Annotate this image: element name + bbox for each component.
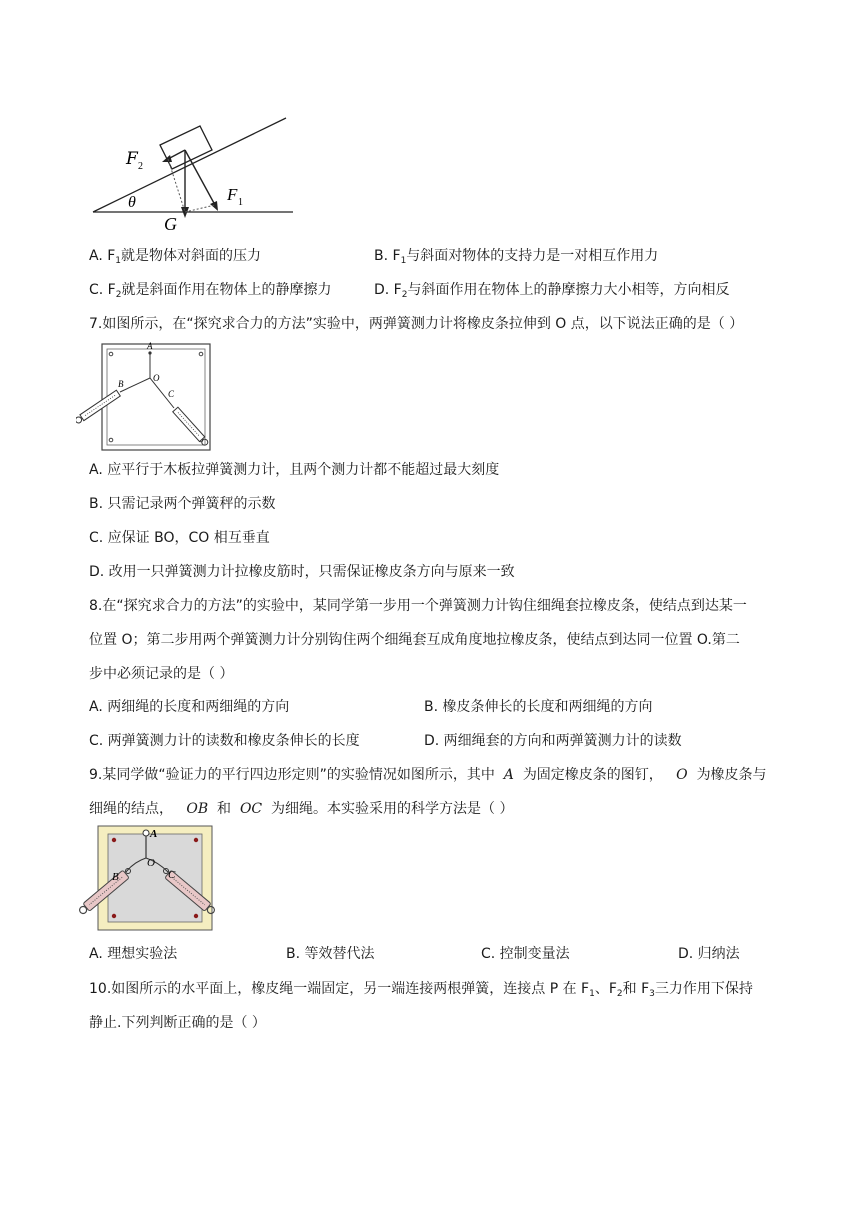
q9-label-B: B <box>112 871 119 883</box>
q6-option-d-post: 与斜面作用在物体上的静摩擦力大小相等，方向相反 <box>407 282 730 298</box>
q9-stem1-a: 9.某同学做“验证力的平行四边形定则”的实验情况如图所示，其中 <box>89 767 495 783</box>
q6-option-c-pre: C. F <box>89 282 116 298</box>
q9-symbol-OB: OB <box>186 801 209 817</box>
q7-stem: 7.如图所示，在“探究求合力的方法”实验中，两弹簧测力计将橡皮条拉伸到 O 点，以下说法正确的是（ ） <box>89 316 744 332</box>
label-F1: F <box>227 185 238 204</box>
q6-option-c-sub: 2 <box>115 290 122 300</box>
label-F1-sub: 1 <box>238 197 243 208</box>
q7-label-C: C <box>168 389 175 399</box>
q6-option-b-sub: 1 <box>400 256 407 266</box>
q6-option-a-sub: 1 <box>115 256 122 266</box>
q9-stem1-b: 为固定橡皮条的图钉， <box>522 767 663 783</box>
q9-label-C: C <box>168 869 176 881</box>
label-theta: θ <box>128 194 136 211</box>
q7-option-b: B. 只需记录两个弹簧秤的示数 <box>89 496 276 512</box>
q10-stem-line2: 静止.下列判断正确的是（ ） <box>89 1015 266 1031</box>
q7-label-B: B <box>118 379 124 389</box>
q10-stem1-b: 三力作用下保持 <box>654 981 753 997</box>
q6-option-b-pre: B. F <box>374 248 401 264</box>
q9-symbol-O: O <box>676 767 688 783</box>
q10-stem-line1 <box>89 979 753 1004</box>
q9-stem2-b: 为细绳。本实验采用的科学方法是（ ） <box>271 801 514 817</box>
q9-option-a: A. 理想实验法 <box>89 946 178 962</box>
q6-option-d-sub: 2 <box>401 290 408 300</box>
q8-option-d: D. 两细绳套的方向和两弹簧测力计的读数 <box>424 733 682 749</box>
q9-board-figure <box>76 824 216 936</box>
q9-stem1-c: 为橡皮条与 <box>696 767 767 783</box>
q9-symbol-A: A <box>503 767 514 783</box>
q7-label-O: O <box>153 373 160 383</box>
label-F2-sub: 2 <box>138 161 143 172</box>
q9-stem-line2 <box>89 799 514 819</box>
q10-sep1: 、F <box>594 981 617 997</box>
q8-option-b: B. 橡皮条伸长的长度和两细绳的方向 <box>424 699 653 715</box>
q6-option-a-pre: A. F <box>89 248 116 264</box>
q8-stem-line1: 8.在“探究求合力的方法”的实验中，某同学第一步用一个弹簧测力计钩住细绳套拉橡皮条，使结点到达某一 <box>89 598 747 614</box>
q7-option-a: A. 应平行于木板拉弹簧测力计，且两个测力计都不能超过最大刻度 <box>89 462 500 478</box>
q7-option-d: D. 改用一只弹簧测力计拉橡皮筋时，只需保证橡皮条方向与原来一致 <box>89 564 515 580</box>
q8-stem-line3: 步中必须记录的是（ ） <box>89 666 234 682</box>
label-G: G <box>164 214 177 234</box>
incline-figure <box>88 112 298 237</box>
q9-symbol-OC: OC <box>239 801 263 817</box>
label-F2: F <box>126 149 138 169</box>
q6-option-b <box>374 246 658 271</box>
q10-stem1-a: 10.如图所示的水平面上，橡皮绳一端固定，另一端连接两根弹簧，连接点 P 在 F <box>89 981 590 997</box>
q6-option-a <box>89 246 261 271</box>
q9-option-b: B. 等效替代法 <box>286 946 375 962</box>
q6-option-a-post: 就是物体对斜面的压力 <box>121 248 262 264</box>
q8-option-a: A. 两细绳的长度和两细绳的方向 <box>89 699 290 715</box>
q9-stem-line1 <box>89 765 767 785</box>
q9-label-A: A <box>150 828 158 840</box>
q9-stem2-a: 细绳的结点， <box>89 801 173 817</box>
q8-stem-line2: 位置 O；第二步用两个弹簧测力计分别钩住两个细绳套互成角度地拉橡皮条，使结点到达同一位置 O.第二 <box>89 632 740 648</box>
q9-option-c: C. 控制变量法 <box>481 946 570 962</box>
q10-sub1: 1 <box>589 989 595 999</box>
q6-option-d-pre: D. F <box>374 282 402 298</box>
q7-board-figure <box>76 340 216 455</box>
q6-option-c-post: 就是斜面作用在物体上的静摩擦力 <box>121 282 332 298</box>
q10-sub2: 2 <box>616 989 623 999</box>
q9-stem2-and: 和 <box>217 801 232 817</box>
q7-label-A: A <box>147 341 153 351</box>
q10-sep2: 和 F <box>622 981 650 997</box>
q8-option-c: C. 两弹簧测力计的读数和橡皮条伸长的长度 <box>89 733 360 749</box>
q6-option-b-post: 与斜面对物体的支持力是一对相互作用力 <box>406 248 659 264</box>
q10-sub3: 3 <box>649 989 655 999</box>
q9-label-O: O <box>147 857 155 869</box>
q9-option-d: D. 归纳法 <box>678 946 740 962</box>
q7-option-c: C. 应保证 BO，CO 相互垂直 <box>89 530 270 546</box>
q6-option-d <box>374 280 729 305</box>
q6-option-c <box>89 280 331 305</box>
